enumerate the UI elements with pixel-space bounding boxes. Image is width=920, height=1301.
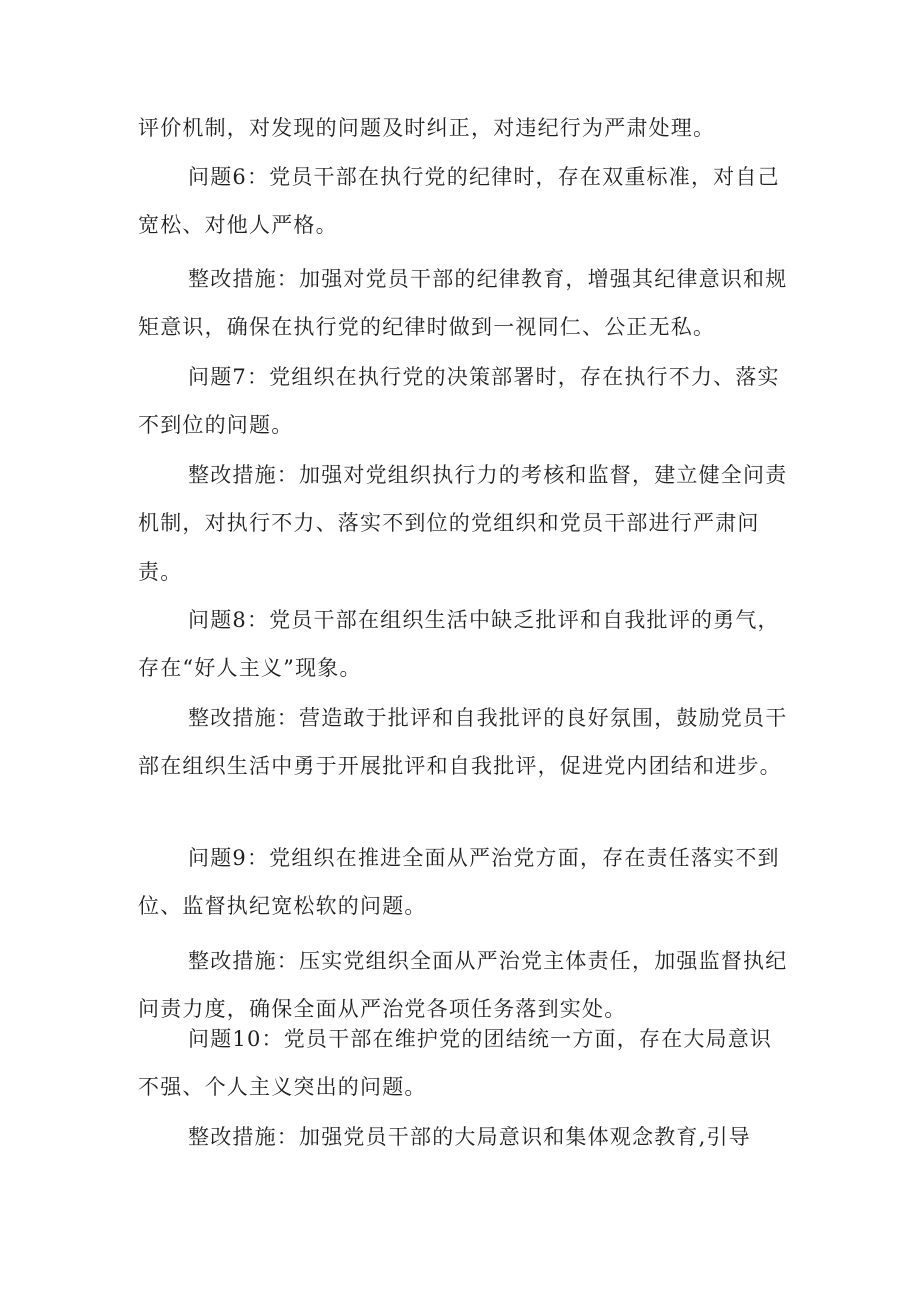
paragraph-measure-7: 整改措施：加强对党组织执行力的考核和监督，建立健全问责机制，对执行不力、落实不到位的党组织和党员干部进行严肃问责。 xyxy=(138,463,788,584)
paragraph-problem-6: 问题6：党员干部在执行党的纪律时，存在双重标准，对自己宽松、对他人严格。 xyxy=(138,165,780,238)
paragraph-measure-9: 整改措施：压实党组织全面从严治党主体责任，加强监督执纪问责力度，确保全面从严治党各项任务落到实处。 xyxy=(138,949,788,1022)
paragraph-measure-10: 整改措施：加强党员干部的大局意识和集体观念教育,引导 xyxy=(188,1125,751,1149)
paragraph-problem-9: 问题9：党组织在推进全面从严治党方面，存在责任落实不到位、监督执纪宽松软的问题。 xyxy=(138,846,780,919)
paragraph-problem-7: 问题7：党组织在执行党的决策部署时，存在执行不力、落实不到位的问题。 xyxy=(138,365,780,438)
paragraph-continuation: 评价机制，对发现的问题及时纠正，对违纪行为严肃处理。 xyxy=(138,116,716,140)
paragraph-measure-6: 整改措施：加强对党员干部的纪律教育，增强其纪律意识和规矩意识，确保在执行党的纪律时做到一视同仁、公正无私。 xyxy=(138,267,788,340)
paragraph-problem-8: 问题8：党员干部在组织生活中缺乏批评和自我批评的勇气，存在“好人主义”现象。 xyxy=(138,608,780,681)
paragraph-measure-8: 整改措施：营造敢于批评和自我批评的良好氛围，鼓励党员干部在组织生活中勇于开展批评和自我批评，促进党内团结和进步。 xyxy=(138,706,788,779)
paragraph-problem-10: 问题10：党员干部在维护党的团结统一方面，存在大局意识不强、个人主义突出的问题。 xyxy=(138,1027,773,1100)
